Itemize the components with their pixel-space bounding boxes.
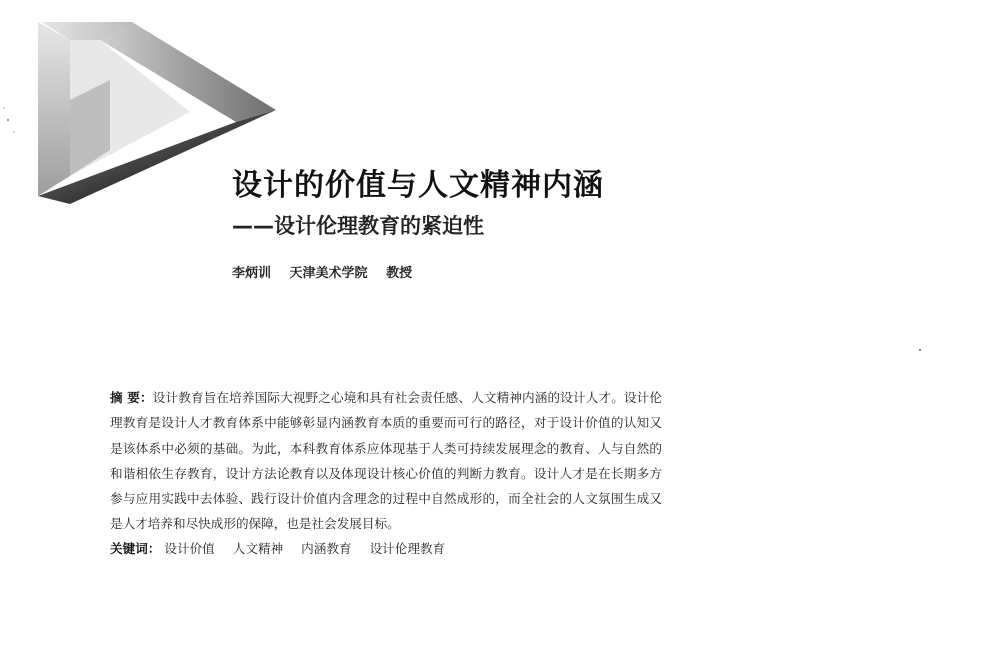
abstract-label: 摘 要：	[110, 390, 153, 405]
keyword-item: 设计价值	[164, 541, 215, 556]
author-affiliation: 天津美术学院	[289, 266, 368, 281]
article-subtitle: ——设计伦理教育的紧迫性	[232, 214, 484, 238]
author-name: 李炳训	[232, 266, 272, 281]
author-position: 教授	[386, 266, 413, 281]
keyword-item: 人文精神	[232, 541, 284, 556]
article-title: 设计的价值与人文精神内涵	[232, 168, 604, 203]
keyword-item: 设计伦理教育	[369, 541, 446, 556]
abstract	[110, 385, 662, 537]
scan-speck	[919, 349, 921, 351]
abstract-text: 设计教育旨在培养国际大视野之心境和具有社会责任感、人文精神内涵的设计人才。设计伦理教育是设计人才教育体系中能够彰显内涵教育本质的重要而可行的路径，对于设计价值的认知又是该体系中必须的基础。为此，本科教育体系应体现基于人类可持续发展理念的教育、人与自然的和谐相依生存教育，设计方法论教育以及体现设计核心价值的判断力教育。设计人才是在长期多方参与应用实践中去体验、践行设计价值内含理念的过程中自然成形的，而全社会的人文氛围生成又是人才培养和尽快成形的保障，也是社会发展目标。	[110, 390, 662, 532]
keywords	[110, 538, 459, 557]
author-line	[232, 262, 426, 281]
keyword-item: 内涵教育	[301, 541, 352, 556]
keywords-label: 关键词：	[110, 541, 161, 556]
